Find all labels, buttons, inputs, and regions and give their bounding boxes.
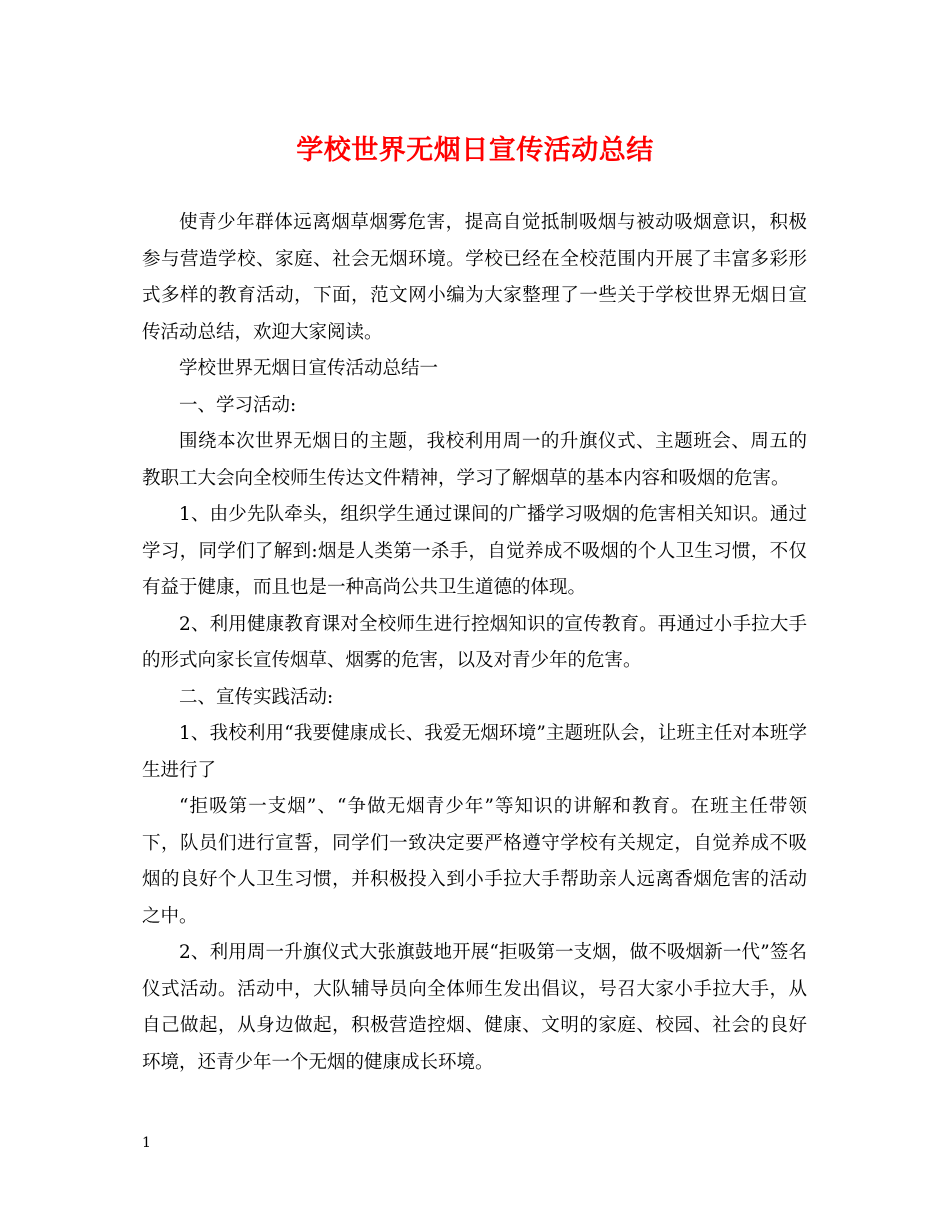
section-heading-practice: 二、宣传实践活动: — [179, 686, 334, 708]
paragraph-practice-item-2: 2、利用周一升旗仪式大张旗鼓地开展“拒吸第一支烟，做不吸烟新一代”签名仪式活动。活动中，大队辅导员向全体师生发出倡议，号召大家小手拉大手，从自己做起，从身边做起，积极营造控烟、健康、文明的家庭、校园、社会的良好环境，还青少年一个无烟的健康成长环境。 — [142, 942, 807, 1073]
paragraph-study-item-1: 1、由少先队牵头，组织学生通过课间的广播学习吸烟的危害相关知识。通过学习，同学们了解到:烟是人类第一杀手，自觉养成不吸烟的个人卫生习惯，不仅有益于健康，而且也是一种高尚公共卫生道德的体现。 — [142, 504, 807, 598]
page-number: 1 — [142, 1135, 151, 1151]
paragraph-intro: 使青少年群体远离烟草烟雾危害，提高自觉抵制吸烟与被动吸烟意识，积极参与营造学校、家庭、社会无烟环境。学校已经在全校范围内开展了丰富多彩形式多样的教育活动，下面，范文网小编为大家整理了一些关于学校世界无烟日宣传活动总结，欢迎大家阅读。 — [142, 212, 807, 343]
paragraph-practice-item-1-continued: “拒吸第一支烟”、“争做无烟青少年”等知识的讲解和教育。在班主任带领下，队员们进行宣誓，同学们一致决定要严格遵守学校有关规定，自觉养成不吸烟的良好个人卫生习惯，并积极投入到小手拉大手帮助亲人远离香烟危害的活动之中。 — [142, 796, 807, 927]
section-heading-study: 一、学习活动: — [179, 394, 297, 416]
paragraph-study-overview: 围绕本次世界无烟日的主题，我校利用周一的升旗仪式、主题班会、周五的教职工大会向全校师生传达文件精神，学习了解烟草的基本内容和吸烟的危害。 — [142, 431, 807, 489]
document-body — [142, 205, 807, 1081]
paragraph-practice-item-1: 1、我校利用“我要健康成长、我爱无烟环境”主题班队会，让班主任对本班学生进行了 — [142, 723, 807, 781]
paragraph-subtitle: 学校世界无烟日宣传活动总结一 — [179, 358, 439, 379]
paragraph-study-item-2: 2、利用健康教育课对全校师生进行控烟知识的宣传教育。再通过小手拉大手的形式向家长宣传烟草、烟雾的危害，以及对青少年的危害。 — [142, 613, 807, 671]
document-title: 学校世界无烟日宣传活动总结 — [296, 135, 654, 166]
